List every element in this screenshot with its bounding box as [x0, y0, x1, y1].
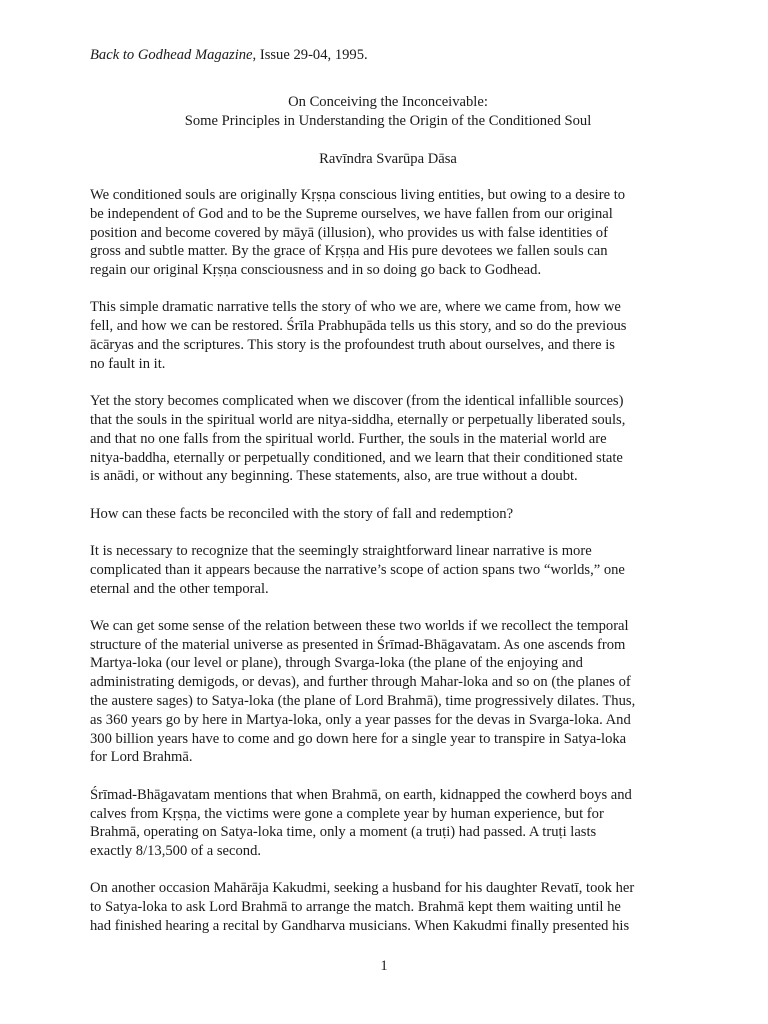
paragraph [90, 392, 690, 486]
text-line: exactly 8/13,500 of a second. [90, 843, 262, 860]
text-line: that the souls in the spiritual world are nitya-siddha, eternally or perpetually liberated souls, [90, 411, 626, 428]
text-line: is anādi, or without any beginning. These statements, also, are true without a doubt. [90, 468, 578, 485]
text-line: position and become covered by māyā (illusion), who provides us with false identities of [90, 224, 608, 241]
text-line: to Satya-loka to ask Lord Brahmā to arrange the match. Brahmā kept them waiting until he [90, 899, 621, 916]
text-line: nitya-baddha, eternally or perpetually conditioned, and we learn that their conditioned state [90, 449, 623, 466]
author-name: Ravīndra Svarūpa Dāsa [319, 151, 457, 167]
text-line: calves from Kṛṣṇa, the victims were gone a complete year by human experience, but for [90, 805, 604, 822]
text-line: gross and subtle matter. By the grace of Kṛṣṇa and His pure devotees we fallen souls can [90, 243, 608, 260]
text-line: It is necessary to recognize that the seemingly straightforward linear narrative is more [90, 542, 592, 559]
text-line: We can get some sense of the relation between these two worlds if we recollect the temporal [90, 617, 629, 634]
text-line: Martya-loka (our level or plane), through Svarga-loka (the plane of the enjoying and [90, 655, 583, 672]
title-line-2: Some Principles in Understanding the Origin of the Conditioned Soul [184, 113, 592, 129]
text-line: regain our original Kṛṣṇa consciousness and in so doing go back to Godhead. [90, 262, 542, 279]
text-line: How can these facts be reconciled with the story of fall and redemption? [90, 505, 514, 522]
text-line: for Lord Brahmā. [90, 749, 193, 766]
text-line: Brahmā, operating on Satya-loka time, only a moment (a truṭi) had passed. A truṭi lasts [90, 824, 597, 841]
title-line-1: On Conceiving the Inconceivable: [288, 94, 488, 110]
text-line: This simple dramatic narrative tells the story of who we are, where we came from, how we [90, 299, 621, 316]
article-title [90, 93, 686, 131]
text-line: Yet the story becomes complicated when we discover (from the identical infallible sources) [90, 393, 624, 410]
text-line: eternal and the other temporal. [90, 580, 269, 597]
source-citation [90, 46, 368, 65]
magazine-name: Back to Godhead Magazine [90, 47, 253, 63]
paragraph [90, 186, 690, 280]
text-line: be independent of God and to be the Supreme ourselves, we have fallen from our original [90, 205, 613, 222]
text-line: as 360 years go by here in Martya-loka, only a year passes for the devas in Svarga-loka. And [90, 711, 631, 728]
text-line: 300 billion years have to come and go down here for a single year to transpire in Satya-loka [90, 730, 627, 747]
text-line: Śrīmad-Bhāgavatam mentions that when Brahmā, on earth, kidnapped the cowherd boys and [90, 786, 632, 803]
page-number: 1 [380, 958, 388, 974]
article-body [90, 186, 690, 954]
text-line: and that no one falls from the spiritual world. Further, the souls in the material world are [90, 430, 607, 447]
paragraph [90, 879, 690, 935]
paragraph [90, 542, 690, 598]
text-line: fell, and how we can be restored. Śrīla Prabhupāda tells us this story, and so do the previous [90, 318, 627, 335]
issue-info: , Issue 29-04, 1995. [252, 47, 368, 63]
paragraph [90, 617, 690, 767]
paragraph [90, 505, 690, 524]
paragraph [90, 786, 690, 861]
text-line: We conditioned souls are originally Kṛṣṇa conscious living entities, but owing to a desire to [90, 187, 626, 203]
text-line: the austere sages) to Satya-loka (the plane of Lord Brahmā), time progressively dilates. Thus, [90, 693, 636, 710]
text-line: complicated than it appears because the narrative’s scope of action spans two “worlds,” one [90, 561, 625, 578]
text-line: ācāryas and the scriptures. This story is the profoundest truth about ourselves, and there is [90, 337, 615, 354]
text-line: structure of the material universe as presented in Śrīmad-Bhāgavatam. As one ascends from [90, 636, 626, 653]
text-line: On another occasion Mahārāja Kakudmi, seeking a husband for his daughter Revatī, took her [90, 880, 635, 897]
paragraph [90, 298, 690, 373]
text-line: no fault in it. [90, 355, 166, 372]
text-line: administrating demigods, or devas), and further through Mahar-loka and so on (the planes of [90, 674, 631, 691]
text-line: had finished hearing a recital by Gandharva musicians. When Kakudmi finally presented his [90, 918, 630, 934]
